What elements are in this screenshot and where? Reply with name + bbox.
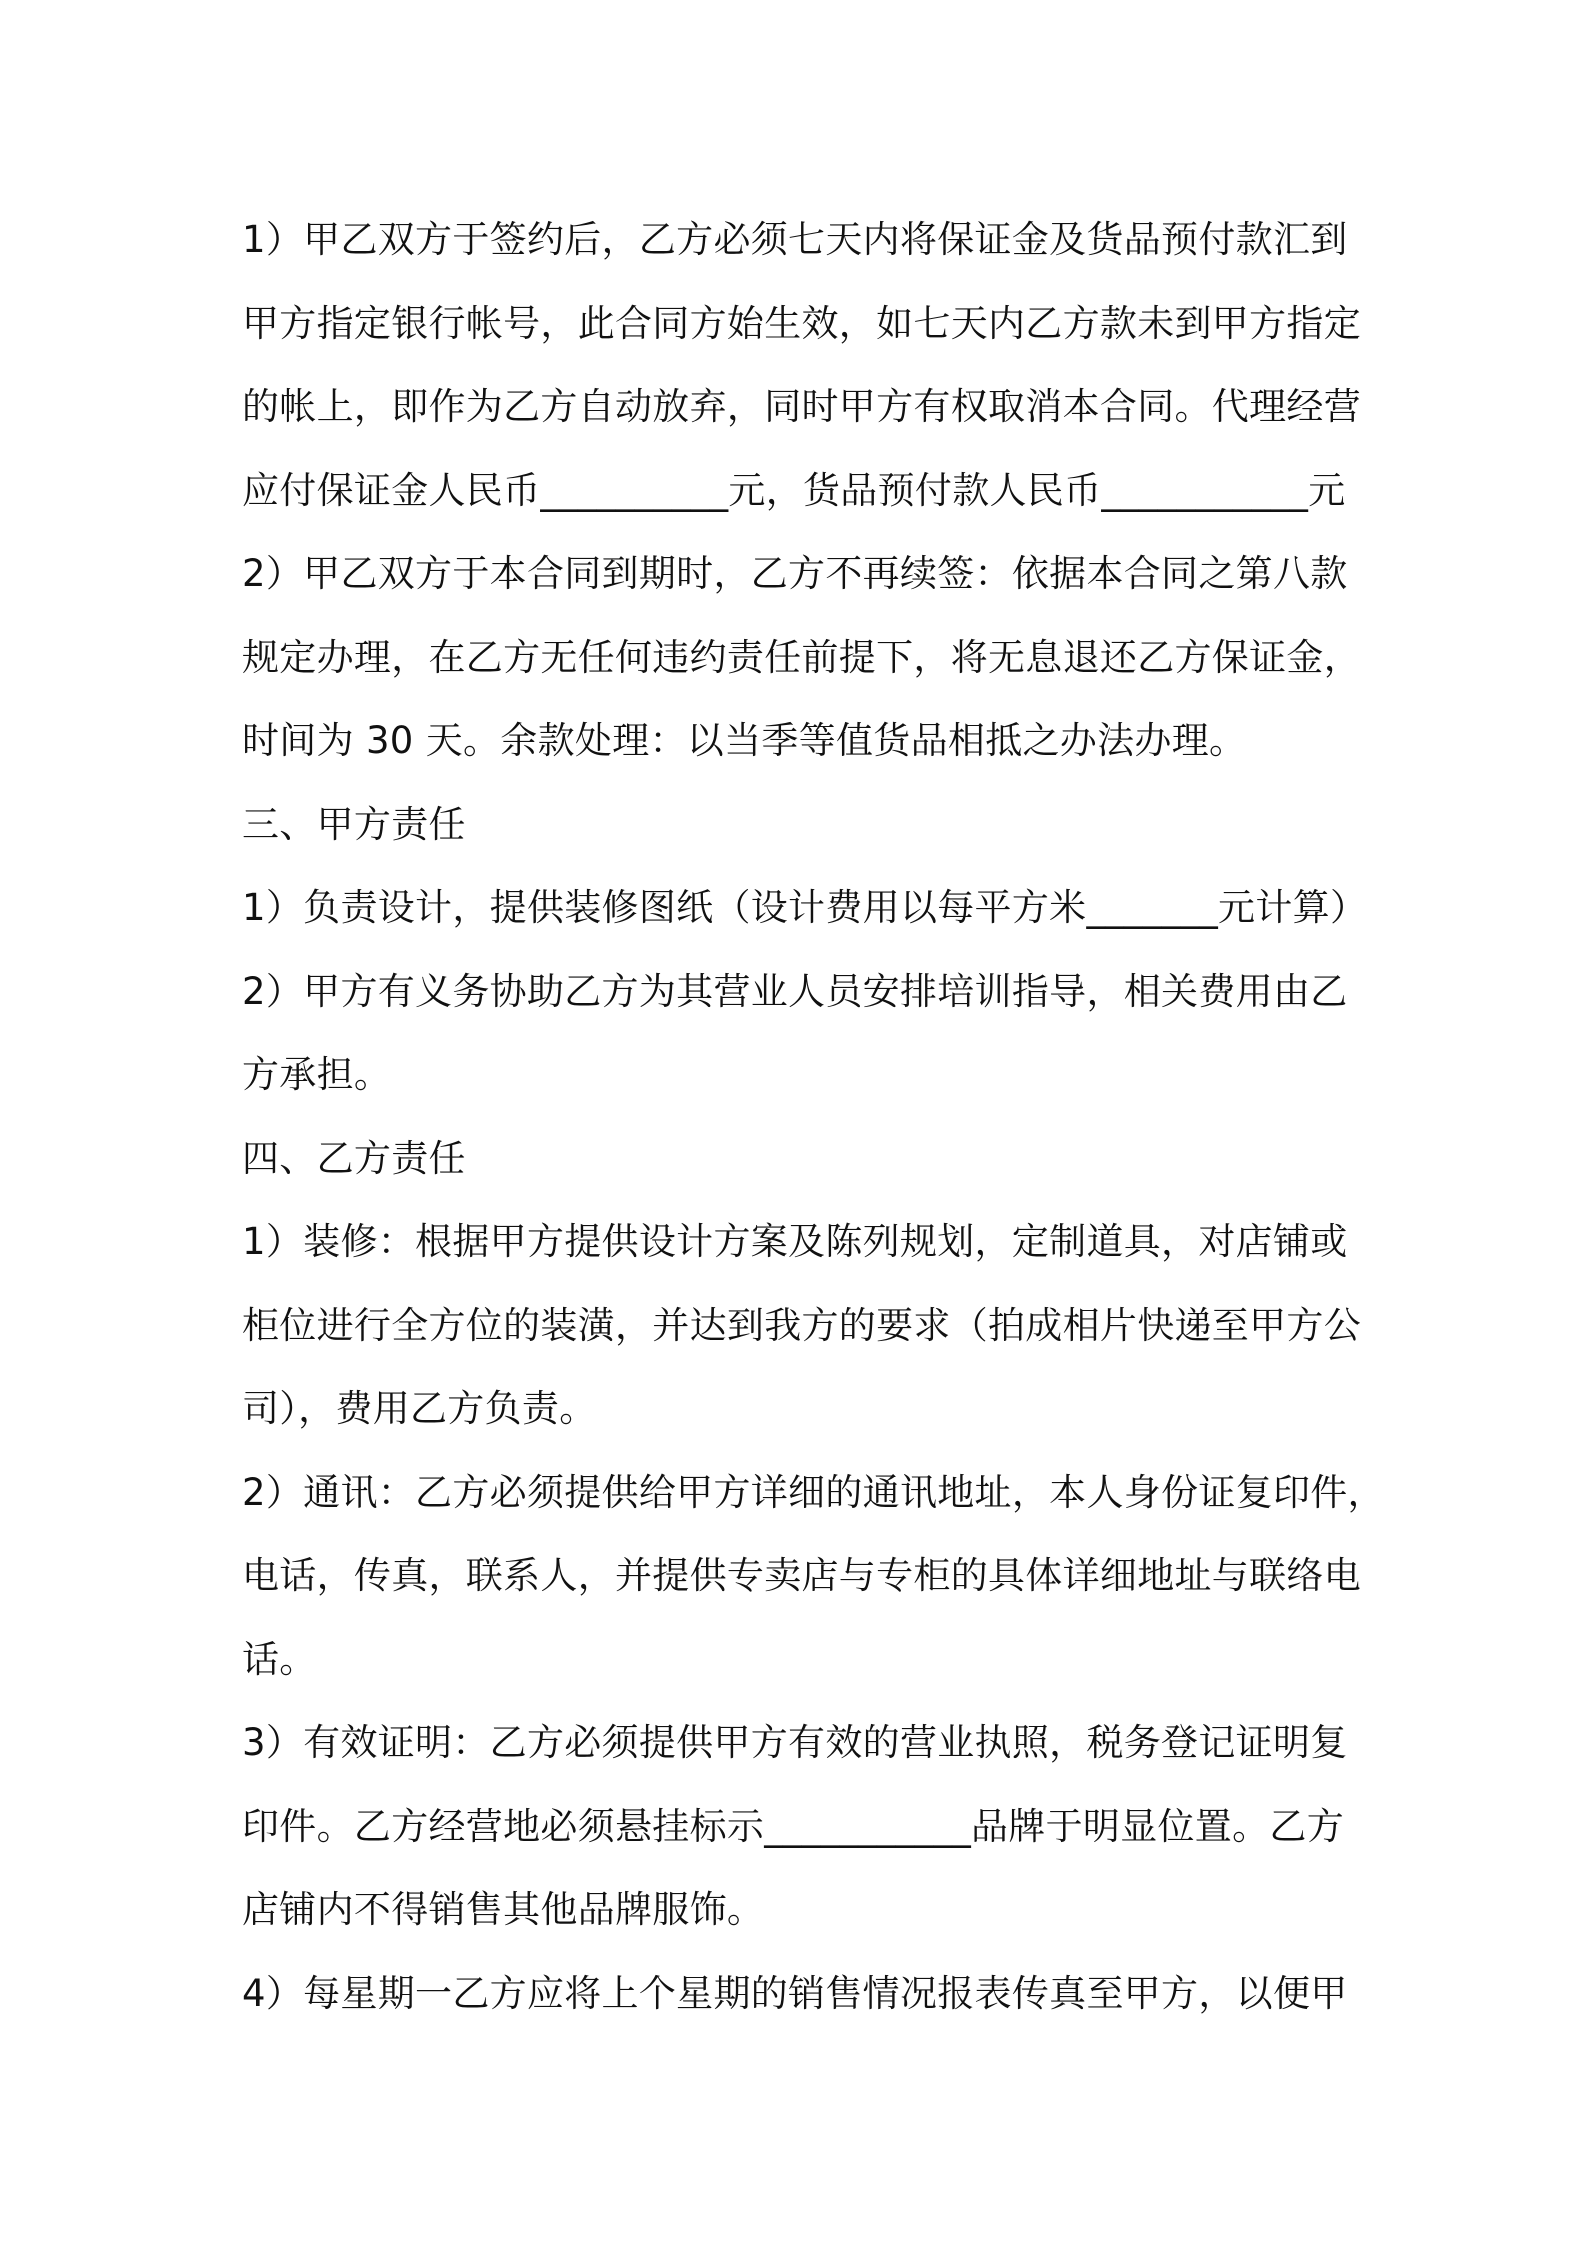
text-line: 1）负责设计，提供装修图纸（设计费用以每平方米_______元计算） xyxy=(242,886,1368,929)
text-line: 2）通讯：乙方必须提供给甲方详细的通讯地址，本人身份证复印件， xyxy=(242,1470,1385,1514)
section-heading: 三、甲方责任 xyxy=(242,802,466,846)
document-body xyxy=(242,198,1385,2035)
text-line: 2）甲乙双方于本合同到期时，乙方不再续签：依据本合同之第八款 xyxy=(242,552,1348,595)
text-line: 时间为 30 天。余款处理：以当季等值货品相抵之办法办理。 xyxy=(242,719,1247,762)
section-heading: 四、乙方责任 xyxy=(242,1136,466,1180)
text-line: 话。 xyxy=(242,1637,317,1681)
text-line: 店铺内不得销售其他品牌服饰。 xyxy=(242,1888,765,1931)
text-line: 方承担。 xyxy=(242,1053,392,1096)
text-line: 2）甲方有义务协助乙方为其营业人员安排培训指导，相关费用由乙 xyxy=(242,969,1348,1013)
text-line: 1）甲乙双方于签约后，乙方必须七天内将保证金及货品预付款汇到 xyxy=(242,218,1348,261)
text-line: 4）每星期一乙方应将上个星期的销售情况报表传真至甲方，以便甲 xyxy=(242,1971,1348,2015)
text-line: 3）有效证明：乙方必须提供甲方有效的营业执照，税务登记证明复 xyxy=(242,1721,1348,1764)
text-line: 规定办理，在乙方无任何违约责任前提下，将无息退还乙方保证金， xyxy=(242,635,1361,679)
text-line: 甲方指定银行帐号，此合同方始生效，如七天内乙方款未到甲方指定 xyxy=(242,301,1361,345)
text-line: 司），费用乙方负责。 xyxy=(242,1387,597,1430)
text-line: 柜位进行全方位的装潢，并达到我方的要求（拍成相片快递至甲方公 xyxy=(242,1303,1361,1347)
text-line: 的帐上，即作为乙方自动放弃，同时甲方有权取消本合同。代理经营 xyxy=(242,385,1361,428)
text-line: 应付保证金人民币__________元，货品预付款人民币___________元 xyxy=(242,468,1346,512)
text-line: 电话，传真，联系人，并提供专卖店与专柜的具体详细地址与联络电 xyxy=(242,1554,1361,1597)
text-line: 1）装修：根据甲方提供设计方案及陈列规划，定制道具，对店铺或 xyxy=(242,1220,1348,1263)
text-line: 印件。乙方经营地必须悬挂标示___________品牌于明显位置。乙方 xyxy=(242,1804,1344,1848)
